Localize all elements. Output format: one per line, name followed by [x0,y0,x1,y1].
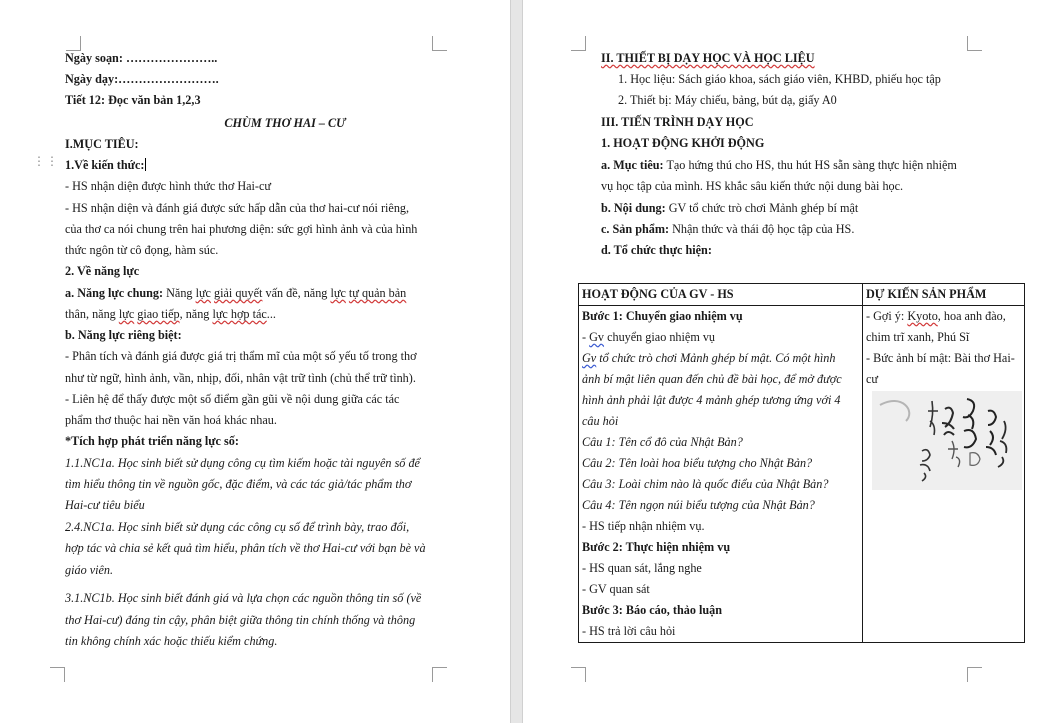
text-run: vấn đề, năng [262,286,331,300]
crop-mark [50,667,65,682]
noi-dung-line [601,198,858,219]
spellcheck-text: lực [195,286,211,300]
text-run: tổ chức trò chơi Mảnh ghép bí mật. Có một hình [596,351,836,365]
heading-muc-tieu: I.MỤC TIÊU: [65,137,139,151]
tiet-hoc: Tiết 12: Đọc văn bản 1,2,3 [65,93,201,107]
kt-line: của thơ ca nói chung trên hai phương diện: sức gợi hình ảnh và của hình [65,222,418,236]
spellcheck-text: lực [118,307,135,321]
buc-anh-line2: cư [866,372,879,386]
noi-dung-label: b. Nội dung: [601,201,666,215]
muc-tieu-label: a. Mục tiêu: [601,158,664,172]
text-run: - Gợi ý: [866,309,908,323]
nlrb-line: như từ ngữ, hình ảnh, vần, nhịp, đối, nhân vật trữ tình (chủ thể trữ tình). [65,371,416,385]
nang-luc-chung-label: a. Năng lực chung: [65,286,164,300]
spellcheck-text: lực hợp tác [212,307,267,321]
text-run: Năng [163,286,196,300]
nls-line: tin không chính xác hoặc thiếu kiểm chứng. [65,634,278,648]
gv-quan-sat: - GV quan sát [582,582,650,596]
paragraph-drag-handle-icon[interactable]: ⋮⋮ [33,154,59,168]
buoc-1: Bước 1: Chuyển giao nhiệm vụ [582,309,743,323]
heading-khoi-dong: 1. HOẠT ĐỘNG KHỞI ĐỘNG [601,136,765,150]
spellcheck-text: lực [330,286,346,300]
crop-mark [571,667,586,682]
crop-mark [967,36,982,51]
tich-hop-heading: *Tích hợp phát triển năng lực số: [65,434,239,448]
text-run: , năng [179,307,213,321]
goi-y [866,306,1021,327]
gv-to-chuc [582,348,859,369]
buoc-2: Bước 2: Thực hiện nhiệm vụ [582,540,731,554]
nlrb-line: - Phân tích và đánh giá được giá trị thẩm mĩ của một số yếu tố trong thơ [65,349,417,363]
haiku-calligraphy-image [872,391,1022,490]
thiet-bi-item: 2. Thiết bị: Máy chiếu, bảng, bút dạ, giấy A0 [618,93,837,107]
text-run: chuyển giao nhiệm vụ [604,330,716,344]
nls-line: hợp tác và chia sẻ kết quả tìm hiểu, phân tích về thơ Hai-cư với bạn bè và [65,541,426,555]
kt-line: thức ngôn từ cô đọng, hàm súc. [65,243,219,257]
ngay-soan: Ngày soạn: ………………….. [65,51,218,65]
page-left [0,0,510,723]
spellcheck-text: Kyoto [907,309,938,323]
heading-nang-luc: 2. Về năng lực [65,264,140,278]
heading-tien-trinh: III. TIẾN TRÌNH DẠY HỌC [601,115,754,129]
spellcheck-text: Gv [589,330,605,344]
nls-line: giáo viên. [65,563,114,577]
calligraphy-drawing [872,391,1022,490]
san-pham-line [601,219,854,240]
nang-luc-chung-line1 [65,283,406,304]
crop-mark [432,36,447,51]
kt-line: - HS nhận diện và đánh giá được sức hấp dẫn của thơ hai-cư nói riêng, [65,201,410,215]
nls-line: tìm hiểu thông tin về nguồn gốc, đặc điểm, và các tác giả/tác phẩm thơ [65,477,412,491]
text-run: thân, năng [65,307,119,321]
nls-line: 2.4.NC1a. Học sinh biết sử dụng các công cụ số để trình bày, trao đổi, [65,520,410,534]
hs-tra-loi: - HS trả lời câu hỏi [582,624,676,638]
text-run: , hoa anh đào, [937,309,1006,323]
san-pham-text: Nhận thức và thái độ học tập của HS. [669,222,855,236]
kt-line: - HS nhận diện được hình thức thơ Hai-cư [65,179,271,193]
nlrb-line: phẩm thơ thuộc hai nền văn hoá khác nhau. [65,413,277,427]
nls-line: 1.1.NC1a. Học sinh biết sử dụng công cụ tìm kiếm hoặc tài nguyên số để [65,456,420,470]
hs-tiep-nhan: - HS tiếp nhận nhiệm vụ. [582,519,705,533]
heading-thiet-bi [601,48,815,69]
spellcheck-text: giao tiếp [137,307,180,321]
hoc-lieu-item: 1. Học liệu: Sách giáo khoa, sách giáo viên, KHBD, phiếu học tập [618,72,941,86]
table-header-row [579,284,1025,306]
cau-hoi: Câu 1: Tên cổ đô của Nhật Bản? [582,435,743,449]
muc-tieu-text: Tạo hứng thú cho HS, thu hút HS sẵn sàng thực hiện nhiệm [663,158,957,172]
heading-kien-thuc-text: 1.Về kiến thức: [65,158,145,172]
gv-to-chuc-line: hình ảnh phải lật được 4 mảnh ghép tương ứng với 4 [582,393,841,407]
buc-anh: - Bức ảnh bí mật: Bài thơ Hai- [866,351,1015,365]
spellcheck-text: Gv [582,351,597,365]
muc-tieu-line1 [601,155,957,176]
nang-luc-rieng-label: b. Năng lực riêng biệt: [65,328,182,342]
text-run: - [582,330,590,344]
document-title: CHÙM THƠ HAI – CƯ [224,116,346,130]
gv-chuyen-giao [582,327,859,348]
table-header-san-pham: DỰ KIẾN SẢN PHẨM [863,284,1025,306]
gv-to-chuc-line: câu hỏi [582,414,619,428]
to-chuc-heading: d. Tổ chức thực hiện: [601,243,712,257]
muc-tieu-line2: vụ học tập của mình. HS khắc sâu kiến thức nội dung bài học. [601,179,904,193]
cau-hoi: Câu 2: Tên loài hoa biểu tượng cho Nhật Bản? [582,456,813,470]
hs-quan-sat: - HS quan sát, lắng nghe [582,561,702,575]
goi-y-line2: chim trĩ xanh, Phú Sĩ [866,330,970,344]
san-pham-label: c. Sản phẩm: [601,222,670,236]
text-caret [145,158,146,171]
heading-kien-thuc [65,155,146,176]
cau-hoi: Câu 4: Tên ngọn núi biểu tượng của Nhật Bản? [582,498,815,512]
table-header-gv-hs: HOẠT ĐỘNG CỦA GV - HS [579,284,863,306]
text-run: ... [266,307,276,321]
spellcheck-text: tự quản bản [348,286,407,300]
noi-dung-text: GV tổ chức trò chơi Mảnh ghép bí mật [665,201,859,215]
heading-thiet-bi-text: II. THIẾT BỊ DẠY HỌC VÀ HỌC LIỆU [601,51,815,65]
spellcheck-text: giải quyết [214,286,263,300]
nls-line: thơ Hai-cư) đáng tin cậy, phân biệt giữa thông tin chính thống và thông [65,613,416,627]
crop-mark [432,667,447,682]
crop-mark [967,667,982,682]
nlrb-line: - Liên hệ để thấy được một số điểm gần gũi về nội dung giữa các tác [65,392,400,406]
crop-mark [571,36,586,51]
table-cell-activities [579,306,863,643]
nls-line: 3.1.NC1b. Học sinh biết đánh giá và lựa chọn các nguồn thông tin số (về [65,591,422,605]
gv-to-chuc-line: ảnh bí mật liên quan đến chủ đề bài học, để mở được [582,372,842,386]
nls-line: Hai-cư tiêu biểu [65,498,145,512]
buoc-3: Bước 3: Báo cáo, thảo luận [582,603,723,617]
cau-hoi: Câu 3: Loài chim nào là quốc điểu của Nhật Bản? [582,477,829,491]
ngay-day: Ngày dạy:……………………. [65,72,219,86]
nang-luc-chung-line2 [65,304,276,325]
page-gutter [510,0,523,723]
